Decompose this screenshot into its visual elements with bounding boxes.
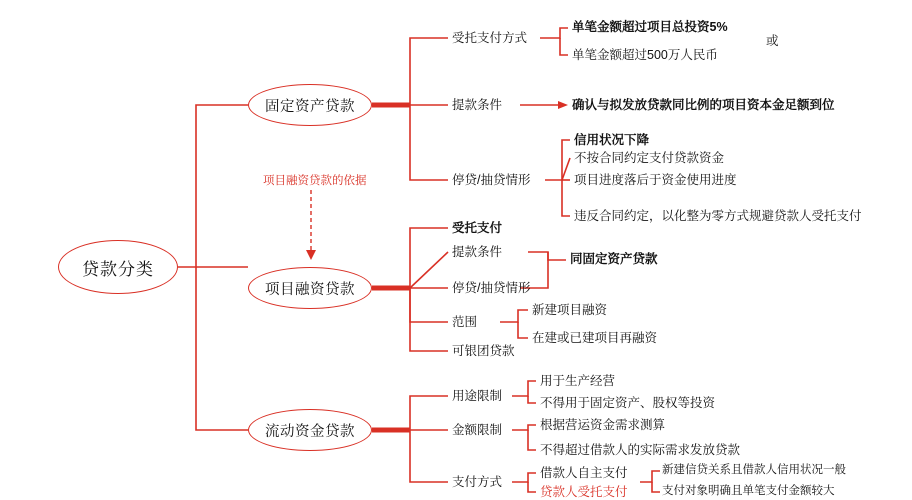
leaf-wc-amount-1: 根据营运资金需求测算 [540, 418, 666, 432]
leaf-stop-loan-situation: 停贷/抽贷情形 [452, 173, 531, 187]
leaf-wc-usage-limit: 用途限制 [452, 389, 503, 403]
leaf-stop-loan-item-3: 项目进度落后于资金使用进度 [574, 173, 737, 187]
leaf-wc-payment-detail-2: 支付对象明确且单笔支付金额较大 [662, 485, 835, 497]
leaf-entrusted-payment-rule-2: 单笔金额超过500万人民币 [572, 48, 718, 62]
leaf-pf-scope: 范围 [452, 315, 478, 329]
leaf-stop-loan-item-1: 信用状况下降 [574, 133, 650, 147]
node-project-finance-loan[interactable] [248, 267, 372, 309]
node-working-capital-loan-label: 流动资金贷款 [265, 423, 355, 440]
leaf-pf-scope-refinance: 在建或已建项目再融资 [532, 331, 658, 345]
node-project-finance-loan-label: 项目融资贷款 [265, 281, 355, 298]
leaf-pf-scope-new-project: 新建项目融资 [532, 303, 608, 317]
node-fixed-asset-loan[interactable] [248, 84, 372, 126]
node-root-label: 贷款分类 [82, 259, 154, 279]
annotation-project-finance-basis: 项目融资贷款的依据 [263, 175, 367, 187]
leaf-wc-amount-limit: 金额限制 [452, 423, 503, 437]
leaf-pf-entrusted-payment: 受托支付 [452, 221, 503, 235]
leaf-wc-payment-detail-1: 新建信贷关系且借款人信用状况一般 [662, 464, 846, 476]
leaf-drawdown-condition-detail: 确认与拟发放贷款同比例的项目资本金足额到位 [572, 98, 835, 112]
leaf-stop-loan-item-4: 违反合同约定，以化整为零方式规避贷款人受托支付 [574, 209, 862, 223]
node-root[interactable] [58, 240, 178, 294]
leaf-stop-loan-item-2: 不按合同约定支付贷款资金 [574, 151, 725, 165]
leaf-wc-payment-self: 借款人自主支付 [540, 466, 628, 480]
leaf-entrusted-payment-method: 受托支付方式 [452, 31, 528, 45]
leaf-wc-usage-1: 用于生产经营 [540, 374, 616, 388]
leaf-wc-payment-method: 支付方式 [452, 475, 503, 489]
leaf-pf-stop-loan-situation: 停贷/抽贷情形 [452, 281, 531, 295]
leaf-wc-amount-2: 不得超过借款人的实际需求发放贷款 [540, 443, 741, 457]
leaf-pf-syndicated-loan: 可银团贷款 [452, 344, 515, 358]
leaf-entrusted-payment-rule-1: 单笔金额超过项目总投资5% [572, 20, 728, 34]
leaf-drawdown-condition: 提款条件 [452, 98, 503, 112]
node-working-capital-loan[interactable] [248, 409, 372, 451]
leaf-pf-drawdown-condition: 提款条件 [452, 245, 503, 259]
leaf-pf-same-as-fixed-asset: 同固定资产贷款 [570, 252, 658, 266]
leaf-wc-usage-2: 不得用于固定资产、股权等投资 [540, 396, 716, 410]
node-fixed-asset-loan-label: 固定资产贷款 [265, 98, 355, 115]
leaf-wc-payment-entrusted: 贷款人受托支付 [540, 485, 628, 499]
leaf-entrusted-payment-or: 或 [766, 34, 779, 48]
